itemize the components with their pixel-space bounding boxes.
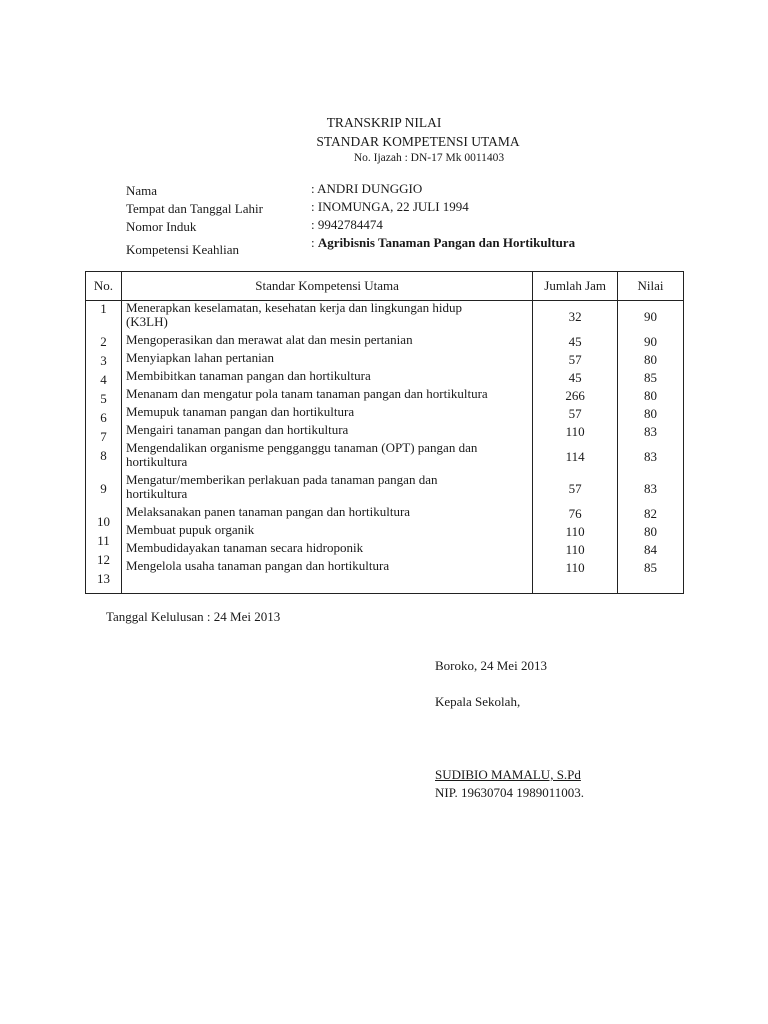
standar-line-1: Menyiapkan lahan pertanian [125, 350, 274, 365]
standar-text [126, 541, 363, 555]
standar-line-1: Mengelola usaha tanaman pangan dan hortikultura [125, 558, 390, 573]
row-jam: 114 [565, 449, 585, 464]
standar-line-1: Melaksanakan panen tanaman pangan dan hortikultura [125, 504, 411, 519]
row-number: 13 [96, 571, 110, 586]
standar-line-1: Memupuk tanaman pangan dan hortikultura [125, 404, 355, 419]
ttl-label: Tempat dan Tanggal Lahir [126, 201, 263, 216]
row-standar [122, 523, 532, 541]
row-jam: 110 [565, 560, 585, 575]
row-number: 10 [96, 514, 110, 529]
row-jam: 266 [565, 388, 585, 403]
ttl-value: : INOMUNGA, 22 JULI 1994 [311, 199, 469, 214]
row-number: 5 [100, 391, 107, 406]
column-jam [533, 301, 618, 594]
row-jam: 32 [568, 309, 582, 324]
row-standar [122, 301, 532, 333]
row-standar [122, 441, 532, 473]
document-subtitle: STANDAR KOMPETENSI UTAMA [316, 134, 520, 149]
standar-line-1: Mengairi tanaman pangan dan hortikultura [125, 422, 349, 437]
row-nilai: 80 [644, 406, 658, 421]
standar-text [126, 441, 477, 469]
row-number: 4 [100, 372, 107, 387]
row-standar [122, 541, 532, 559]
row-number: 2 [100, 334, 107, 349]
standar-text [126, 301, 462, 329]
place-date: Boroko, 24 Mei 2013 [435, 658, 547, 673]
row-jam: 110 [565, 424, 585, 439]
kompetensi-label: Kompetensi Keahlian [126, 242, 239, 257]
standar-line-1: Mengatur/memberikan perlakuan pada tanaman pangan dan [125, 472, 438, 487]
row-standar [122, 473, 532, 505]
standar-line-1: Menerapkan keselamatan, kesehatan kerja dan lingkungan hidup [125, 300, 463, 315]
row-number: 3 [100, 353, 107, 368]
row-jam: 45 [568, 334, 582, 349]
row-nilai: 85 [644, 560, 658, 575]
row-nilai: 85 [644, 370, 658, 385]
row-nilai: 80 [644, 524, 658, 539]
standar-text [126, 405, 354, 419]
standar-text [126, 387, 488, 401]
column-standar [121, 301, 532, 594]
row-nilai: 90 [644, 309, 658, 324]
signer-name: SUDIBIO MAMALU, S.Pd [435, 767, 581, 782]
row-number: 8 [100, 448, 107, 463]
row-nilai: 84 [644, 542, 658, 557]
header-no: No. [86, 272, 122, 301]
row-nilai: 80 [644, 352, 658, 367]
row-standar [122, 423, 532, 441]
row-jam: 76 [568, 506, 582, 521]
standar-line-1: Mengendalikan organisme pengganggu tanaman (OPT) pangan dan [125, 440, 478, 455]
row-standar [122, 559, 532, 577]
tanggal-kelulusan: Tanggal Kelulusan : 24 Mei 2013 [106, 609, 281, 624]
standar-line-2: hortikultura [125, 454, 188, 469]
standar-text [126, 423, 348, 437]
standar-line-1: Membudidayakan tanaman secara hidroponik [125, 540, 364, 555]
standar-text [126, 473, 438, 501]
nomor-induk-value: : 9942784474 [311, 217, 383, 232]
column-no [86, 301, 122, 594]
kompetensi-value [311, 235, 575, 251]
standar-line-1: Mengoperasikan dan merawat alat dan mesin pertanian [125, 332, 413, 347]
row-standar [122, 369, 532, 387]
row-nilai: 83 [644, 481, 658, 496]
row-jam: 57 [568, 406, 582, 421]
standar-text [126, 369, 371, 383]
row-standar [122, 333, 532, 351]
row-jam: 110 [565, 524, 585, 539]
table-header-row [86, 272, 684, 301]
row-standar [122, 387, 532, 405]
row-number: 12 [96, 552, 110, 567]
kompetensi-prefix: : [311, 235, 318, 250]
row-number: 1 [100, 301, 107, 316]
row-nilai: 90 [644, 334, 658, 349]
grades-table [85, 271, 684, 594]
standar-text [126, 351, 274, 365]
nomor-induk-label: Nomor Induk [126, 219, 197, 234]
standar-line-2: (K3LH) [125, 314, 168, 329]
row-nilai: 80 [644, 388, 658, 403]
signer-nip: NIP. 19630704 1989011003. [435, 785, 585, 800]
nama-value: : ANDRI DUNGGIO [311, 181, 423, 196]
standar-text [126, 559, 389, 573]
standar-line-1: Menanam dan mengatur pola tanam tanaman pangan dan hortikultura [125, 386, 488, 401]
row-jam: 45 [568, 370, 582, 385]
header-standar: Standar Kompetensi Utama [121, 272, 532, 301]
standar-text [126, 505, 410, 519]
row-nilai: 83 [644, 424, 658, 439]
row-number: 7 [100, 429, 107, 444]
row-number: 6 [100, 410, 107, 425]
row-nilai: 82 [644, 506, 658, 521]
standar-line-1: Membuat pupuk organik [125, 522, 255, 537]
table-body [86, 301, 684, 594]
row-jam: 110 [565, 542, 585, 557]
nama-label: Nama [126, 183, 158, 198]
standar-line-2: hortikultura [125, 486, 188, 501]
standar-text [126, 523, 254, 537]
row-standar [122, 405, 532, 423]
document-title: TRANSKRIP NILAI [326, 115, 442, 130]
header-nilai: Nilai [618, 272, 684, 301]
row-standar [122, 351, 532, 369]
standar-line-1: Membibitkan tanaman pangan dan hortikultura [125, 368, 371, 383]
row-number: 9 [100, 481, 107, 496]
ijazah-number: No. Ijazah : DN-17 Mk 0011403 [353, 152, 505, 164]
row-nilai: 83 [644, 449, 658, 464]
kompetensi-text: Agribisnis Tanaman Pangan dan Hortikultura [317, 235, 576, 250]
row-standar [122, 505, 532, 523]
column-nilai [618, 301, 684, 594]
header-jam: Jumlah Jam [533, 272, 618, 301]
row-jam: 57 [568, 352, 582, 367]
standar-text [126, 333, 413, 347]
row-number: 11 [97, 533, 110, 548]
row-jam: 57 [568, 481, 582, 496]
signer-position: Kepala Sekolah, [435, 694, 521, 709]
